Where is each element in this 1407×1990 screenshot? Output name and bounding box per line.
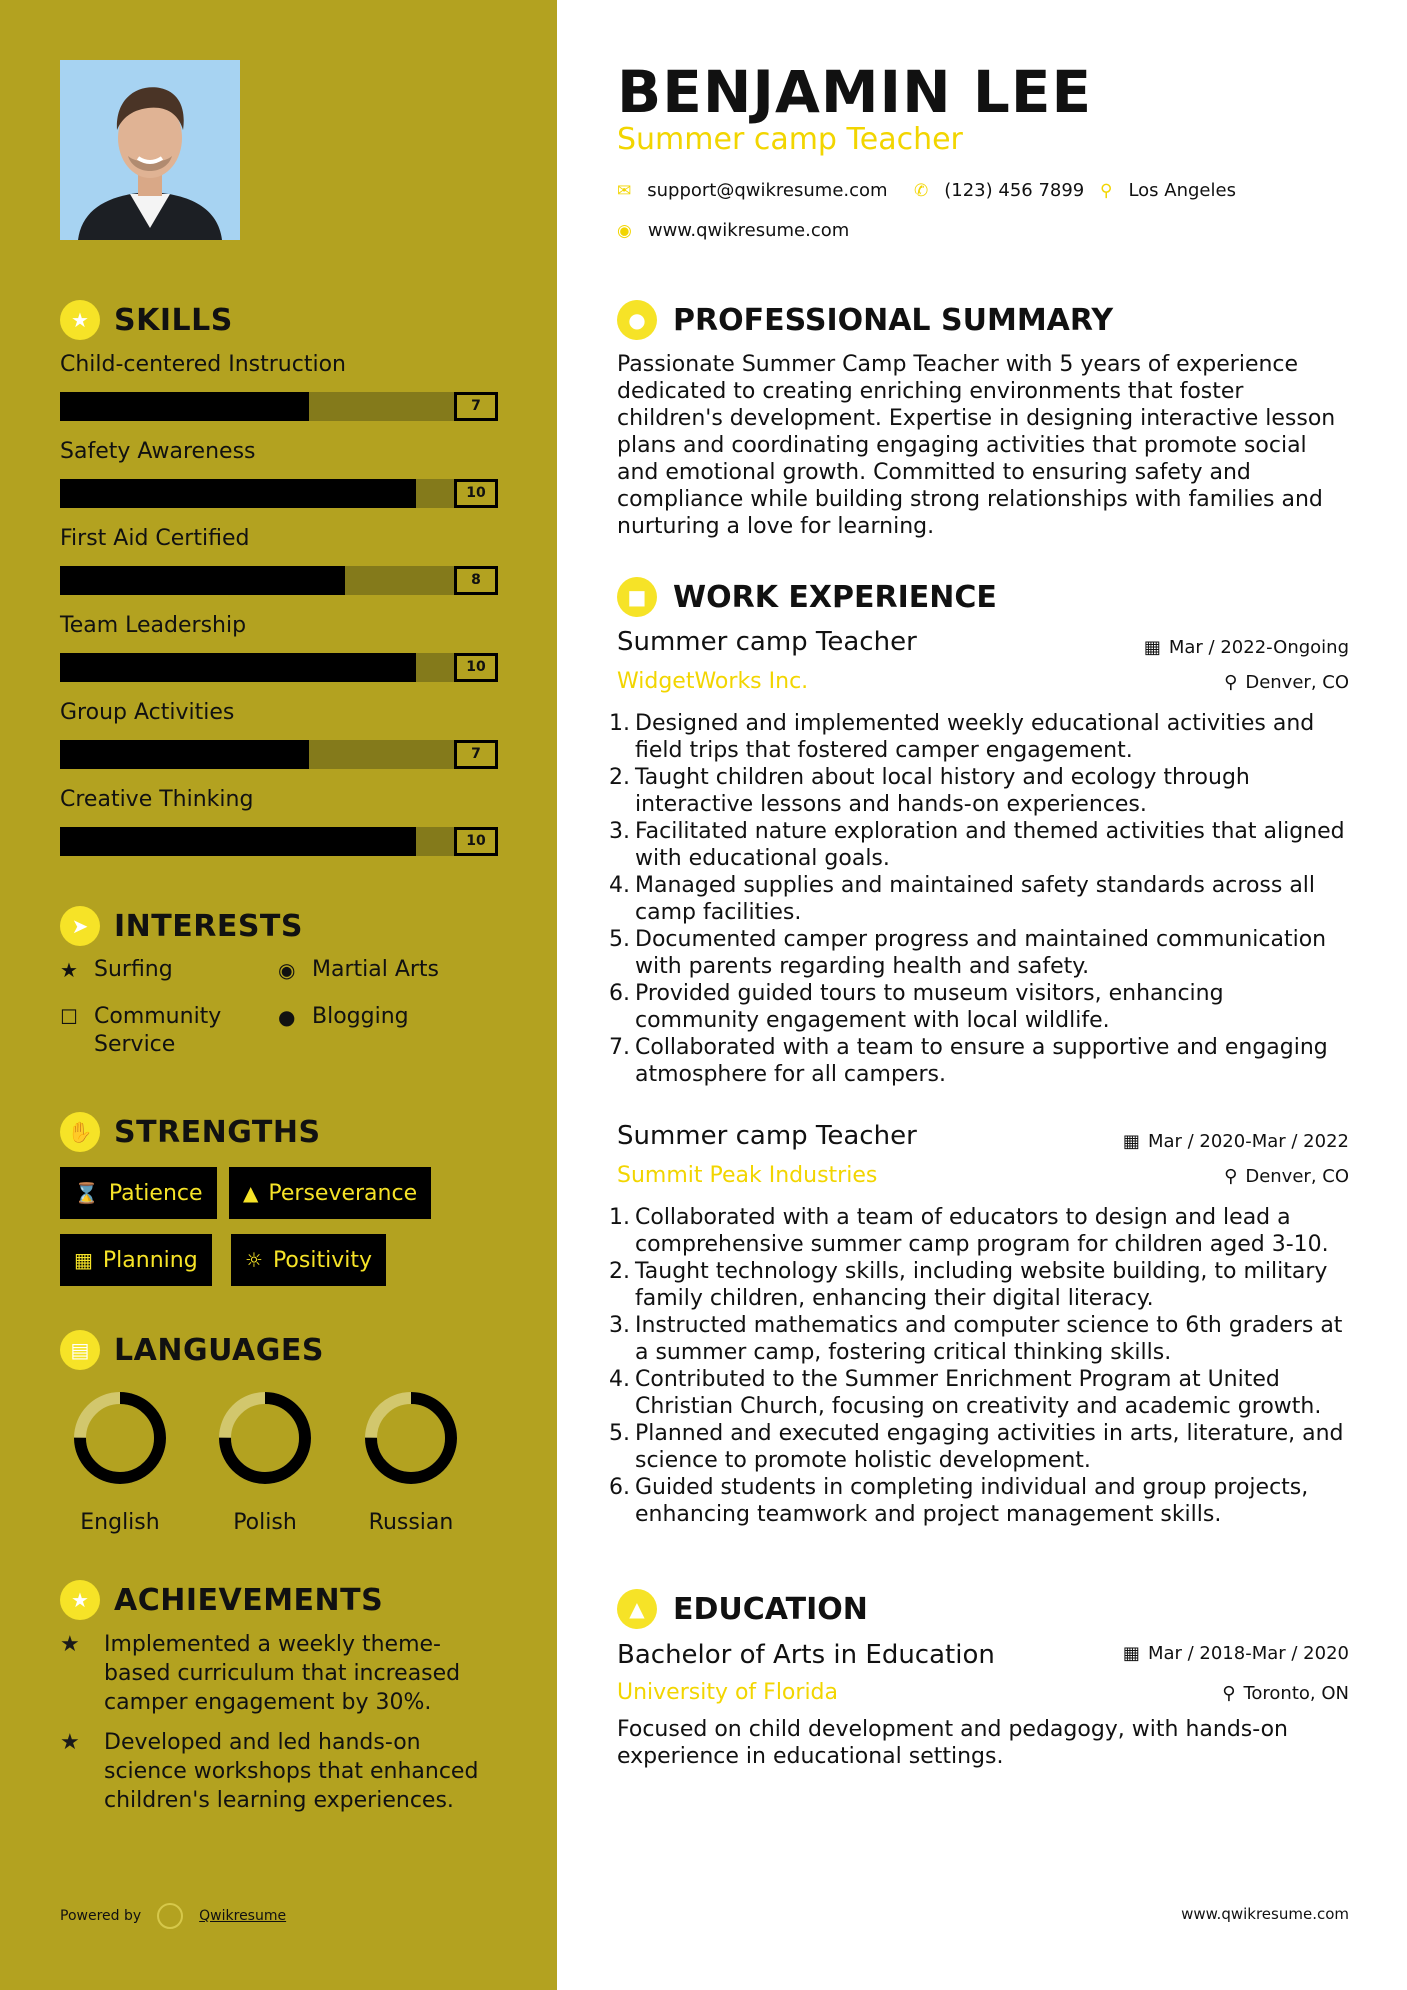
interest-label: Blogging xyxy=(312,1004,409,1029)
skill-level-badge: 10 xyxy=(454,827,498,856)
job-bullet xyxy=(609,710,1352,764)
bullet-number: 1. xyxy=(609,1205,630,1230)
language-item xyxy=(205,1388,325,1535)
achievements-title: ACHIEVEMENTS xyxy=(114,1582,384,1618)
education-location-text: Toronto, ON xyxy=(1243,1683,1349,1704)
skill-bar xyxy=(60,653,498,682)
powered-by xyxy=(60,1903,286,1929)
skill-item xyxy=(60,437,498,508)
bullet-text: Documented camper progress and maintained communication with parents regarding health and safety. xyxy=(635,927,1327,979)
skill-bar-fill xyxy=(60,653,416,682)
star-icon: ★ xyxy=(60,958,78,982)
calendar-icon: ▦ xyxy=(1122,1643,1140,1664)
skill-level-badge: 7 xyxy=(454,740,498,769)
language-icon: ▤ xyxy=(60,1330,100,1370)
job-company: WidgetWorks Inc. xyxy=(617,669,809,694)
skill-name: Team Leadership xyxy=(60,613,247,638)
interest-item xyxy=(60,1003,260,1059)
globe-icon: ◉ xyxy=(278,958,296,982)
job-location-text: Denver, CO xyxy=(1245,1166,1349,1187)
bullet-text: Provided guided tours to museum visitors, enhancing community engagement with local wildlife. xyxy=(635,981,1224,1033)
education-school: University of Florida xyxy=(617,1680,838,1705)
location-text: Los Angeles xyxy=(1128,180,1236,201)
skill-bar xyxy=(60,479,498,508)
experience-header xyxy=(617,577,997,617)
strength-badge xyxy=(60,1234,212,1286)
language-level-ring xyxy=(361,1388,461,1488)
skill-bar xyxy=(60,740,498,769)
bullet-number: 4. xyxy=(609,1367,630,1392)
bullet-text: Taught children about local history and ecology through interactive lessons and hands-on experiences. xyxy=(635,765,1250,817)
skill-item xyxy=(60,698,498,769)
job-bullet xyxy=(609,1034,1352,1088)
paper-plane-icon: ➤ xyxy=(60,906,100,946)
skill-item xyxy=(60,785,498,856)
skill-bar-fill xyxy=(60,392,309,421)
job-company: Summit Peak Industries xyxy=(617,1163,878,1188)
contact-location xyxy=(1100,180,1236,201)
job-dates xyxy=(1144,637,1349,658)
briefcase-icon: ■ xyxy=(617,577,657,617)
languages-header xyxy=(60,1330,324,1370)
bullet-number: 3. xyxy=(609,819,630,844)
pin-icon: ⚲ xyxy=(1222,1683,1236,1704)
website-text[interactable]: www.qwikresume.com xyxy=(647,220,850,241)
bullet-text: Collaborated with a team of educators to design and lead a comprehensive summer camp program for children aged 3-10. xyxy=(635,1205,1329,1257)
achievement-item xyxy=(60,1630,500,1717)
candidate-role: Summer camp Teacher xyxy=(617,122,963,157)
education-location xyxy=(1222,1683,1349,1704)
candidate-name: BENJAMIN LEE xyxy=(617,58,1093,126)
summary-title: PROFESSIONAL SUMMARY xyxy=(673,302,1114,338)
skill-level-badge: 8 xyxy=(454,566,498,595)
fist-icon: ✋ xyxy=(60,1112,100,1152)
globe-icon: ◉ xyxy=(617,220,632,241)
qwikresume-link[interactable]: Qwikresume xyxy=(199,1908,287,1924)
users-icon: ● xyxy=(278,1005,296,1029)
graduation-cap-icon: ▲ xyxy=(617,1589,657,1629)
skill-bar-fill xyxy=(60,479,416,508)
job-title: Summer camp Teacher xyxy=(617,627,917,657)
skill-name: Safety Awareness xyxy=(60,439,256,464)
bullet-number: 4. xyxy=(609,873,630,898)
education-header xyxy=(617,1589,868,1629)
strength-badge xyxy=(60,1167,217,1219)
skill-bar xyxy=(60,566,498,595)
skills-header xyxy=(60,300,233,340)
bullet-text: Taught technology skills, including website building, to military family children, enhancing their digital literacy. xyxy=(635,1259,1328,1311)
language-level-ring xyxy=(70,1388,170,1488)
phone-text[interactable]: (123) 456 7899 xyxy=(944,180,1085,201)
job-bullet xyxy=(609,1474,1352,1528)
job-title: Summer camp Teacher xyxy=(617,1121,917,1151)
envelope-icon: ✉ xyxy=(617,180,632,201)
job-bullet xyxy=(609,1420,1352,1474)
medal-icon: ★ xyxy=(60,1580,100,1620)
skill-item xyxy=(60,611,498,682)
bullet-number: 3. xyxy=(609,1313,630,1338)
bullet-text: Facilitated nature exploration and themed activities that aligned with educational goals. xyxy=(635,819,1345,871)
education-dates-text: Mar / 2018-Mar / 2020 xyxy=(1147,1643,1349,1664)
skill-item xyxy=(60,350,498,421)
achievement-item xyxy=(60,1728,500,1815)
job-dates-text: Mar / 2020-Mar / 2022 xyxy=(1147,1131,1349,1152)
skill-name: Group Activities xyxy=(60,700,235,725)
achievement-text: Implemented a weekly theme-based curriculum that increased camper engagement by 30%. xyxy=(104,1632,461,1715)
contact-website xyxy=(617,220,849,241)
job-bullet xyxy=(609,1204,1352,1258)
star-icon: ★ xyxy=(60,1632,80,1657)
strength-label: Perseverance xyxy=(268,1180,418,1206)
bullet-number: 5. xyxy=(609,927,630,952)
calendar-icon: ▦ xyxy=(1143,637,1161,658)
bullet-number: 6. xyxy=(609,1475,630,1500)
skill-item xyxy=(60,524,498,595)
job-location xyxy=(1224,672,1349,693)
strength-label: Patience xyxy=(108,1180,203,1206)
strength-badge xyxy=(229,1167,431,1219)
bullet-number: 6. xyxy=(609,981,630,1006)
job-bullet xyxy=(609,980,1352,1034)
contact-email xyxy=(617,180,888,201)
user-icon: ● xyxy=(617,300,657,340)
language-label: Polish xyxy=(233,1510,297,1535)
star-icon: ★ xyxy=(60,1730,80,1755)
interests-header xyxy=(60,906,303,946)
lightbulb-icon: ★ xyxy=(60,300,100,340)
bullet-text: Instructed mathematics and computer science to 6th graders at a summer camp, fostering critical thinking skills. xyxy=(635,1313,1343,1365)
skill-name: Child-centered Instruction xyxy=(60,352,346,377)
job-bullets xyxy=(609,710,1352,1088)
interests-title: INTERESTS xyxy=(114,908,303,944)
email-text[interactable]: support@qwikresume.com xyxy=(647,180,888,201)
pin-icon: ⚲ xyxy=(1224,1166,1238,1187)
skill-bar xyxy=(60,392,498,421)
language-label: Russian xyxy=(368,1510,454,1535)
job-bullet xyxy=(609,872,1352,926)
skill-bar-fill xyxy=(60,827,416,856)
interest-item xyxy=(278,956,439,984)
job-location-text: Denver, CO xyxy=(1245,672,1349,693)
strengths-title: STRENGTHS xyxy=(114,1114,321,1150)
education-dates xyxy=(1123,1643,1349,1664)
strength-badge xyxy=(231,1234,386,1286)
summary-header xyxy=(617,300,1113,340)
sun-icon: ☼ xyxy=(245,1248,263,1272)
strengths-header xyxy=(60,1112,321,1152)
bullet-text: Guided students in completing individual and group projects, enhancing teamwork and project management skills. xyxy=(635,1475,1309,1527)
bullet-text: Planned and executed engaging activities in arts, literature, and science to promote holistic development. xyxy=(635,1421,1344,1473)
job-bullet xyxy=(609,818,1352,872)
bullet-number: 2. xyxy=(609,1259,630,1284)
skill-level-badge: 7 xyxy=(454,392,498,421)
hand-icon: ☐ xyxy=(60,1005,78,1029)
phone-icon: ✆ xyxy=(914,180,929,201)
strength-label: Positivity xyxy=(272,1247,372,1273)
language-level-ring xyxy=(215,1388,315,1488)
contact-phone xyxy=(914,180,1084,201)
skill-bar-fill xyxy=(60,740,309,769)
strength-label: Planning xyxy=(102,1247,198,1273)
achievements-header xyxy=(60,1580,383,1620)
skill-name: Creative Thinking xyxy=(60,787,254,812)
language-item xyxy=(60,1388,180,1535)
bullet-text: Collaborated with a team to ensure a supportive and engaging atmosphere for all campers. xyxy=(635,1035,1328,1087)
job-bullets xyxy=(609,1204,1352,1528)
hourglass-icon: ⌛ xyxy=(74,1181,99,1205)
language-item xyxy=(351,1388,471,1535)
job-bullet xyxy=(609,764,1352,818)
experience-title: WORK EXPERIENCE xyxy=(673,579,997,615)
calendar-icon: ▦ xyxy=(1122,1131,1140,1152)
summary-text: Passionate Summer Camp Teacher with 5 years of experience dedicated to creating enriching environments that foster children's development. Expertise in designing interactive lesson plans and coordinating engaging activities that promote social and emotional growth. Committed to ensuring safety and compliance while building strong relationships with families and nurturing a love for learning. xyxy=(617,352,1336,539)
job-location xyxy=(1224,1166,1349,1187)
skills-title: SKILLS xyxy=(114,302,233,338)
achievement-text: Developed and led hands-on science workshops that enhanced children's learning experiences. xyxy=(104,1730,479,1813)
bullet-number: 7. xyxy=(609,1035,630,1060)
bullet-number: 1. xyxy=(609,711,630,736)
map-pin-icon: ⚲ xyxy=(1100,180,1113,201)
job-dates-text: Mar / 2022-Ongoing xyxy=(1168,637,1349,658)
skill-bar-fill xyxy=(60,566,345,595)
education-title: EDUCATION xyxy=(673,1591,868,1627)
bullet-text: Contributed to the Summer Enrichment Program at United Christian Church, focusing on creativity and academic growth. xyxy=(635,1367,1322,1419)
job-bullet xyxy=(609,1258,1352,1312)
profile-photo xyxy=(60,60,240,240)
calendar-icon: ▦ xyxy=(74,1248,93,1272)
job-bullet xyxy=(609,1366,1352,1420)
pin-icon: ⚲ xyxy=(1224,672,1238,693)
skill-level-badge: 10 xyxy=(454,479,498,508)
language-label: English xyxy=(80,1510,160,1535)
job-bullet xyxy=(609,1312,1352,1366)
education-degree: Bachelor of Arts in Education xyxy=(617,1640,995,1670)
skill-level-badge: 10 xyxy=(454,653,498,682)
footer-url[interactable]: www.qwikresume.com xyxy=(1181,1905,1349,1923)
bullet-text: Designed and implemented weekly educational activities and field trips that fostered camper engagement. xyxy=(635,711,1315,763)
interest-item xyxy=(278,1003,409,1031)
bullet-number: 5. xyxy=(609,1421,630,1446)
bullet-text: Managed supplies and maintained safety standards across all camp facilities. xyxy=(635,873,1316,925)
interest-item xyxy=(60,956,173,984)
education-text: Focused on child development and pedagogy, with hands-on experience in educational settings. xyxy=(617,1717,1288,1769)
powered-by-label: Powered by xyxy=(60,1908,142,1924)
interest-label: Community Service xyxy=(94,1004,222,1057)
job-dates xyxy=(1123,1131,1349,1152)
road-icon: ▲ xyxy=(243,1181,259,1205)
job-bullet xyxy=(609,926,1352,980)
qwikresume-logo-icon xyxy=(157,1903,183,1929)
bullet-number: 2. xyxy=(609,765,630,790)
interest-label: Martial Arts xyxy=(312,957,440,982)
skill-bar xyxy=(60,827,498,856)
languages-title: LANGUAGES xyxy=(114,1332,324,1368)
interest-label: Surfing xyxy=(94,957,173,982)
sidebar xyxy=(0,0,557,1990)
skill-name: First Aid Certified xyxy=(60,526,250,551)
